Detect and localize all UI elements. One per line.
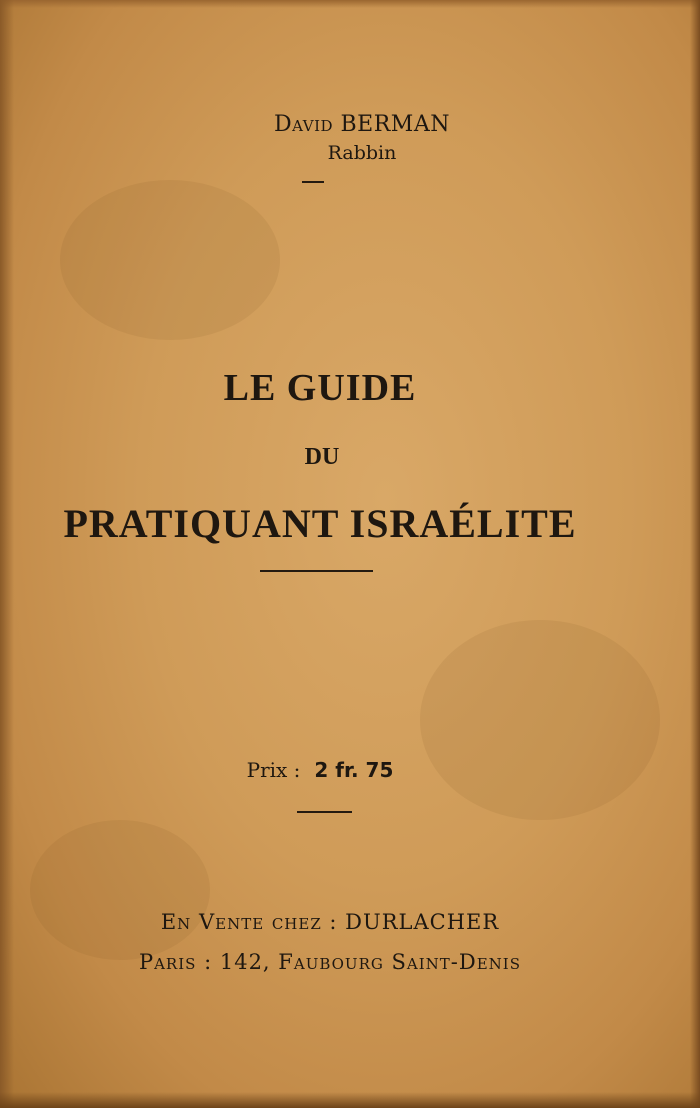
paper-edge-bottom xyxy=(0,1092,700,1108)
divider-top xyxy=(302,181,324,183)
paper-stain xyxy=(30,820,210,960)
publisher-address: Paris : 142, Faubourg Saint-Denis xyxy=(138,950,522,974)
author-title: Rabbin xyxy=(327,142,397,164)
divider-bottom xyxy=(297,811,352,813)
paper-stain xyxy=(420,620,660,820)
paper-edge-top xyxy=(0,0,700,8)
paper-stain xyxy=(60,180,280,340)
publisher-line: En Vente chez : DURLACHER xyxy=(160,910,500,934)
divider-middle xyxy=(260,570,373,572)
price-label: Prix : xyxy=(246,758,301,782)
title-line-2: DU xyxy=(304,444,340,470)
author-name: David BERMAN xyxy=(274,112,450,137)
paper-edge-left xyxy=(0,0,14,1108)
title-line-3: PRATIQUANT ISRAÉLITE xyxy=(63,501,577,546)
price-value: 2 fr. 75 xyxy=(314,758,394,782)
paper-edge-right xyxy=(690,0,700,1108)
price-line xyxy=(0,758,670,782)
title-line-1: LE GUIDE xyxy=(223,367,417,409)
